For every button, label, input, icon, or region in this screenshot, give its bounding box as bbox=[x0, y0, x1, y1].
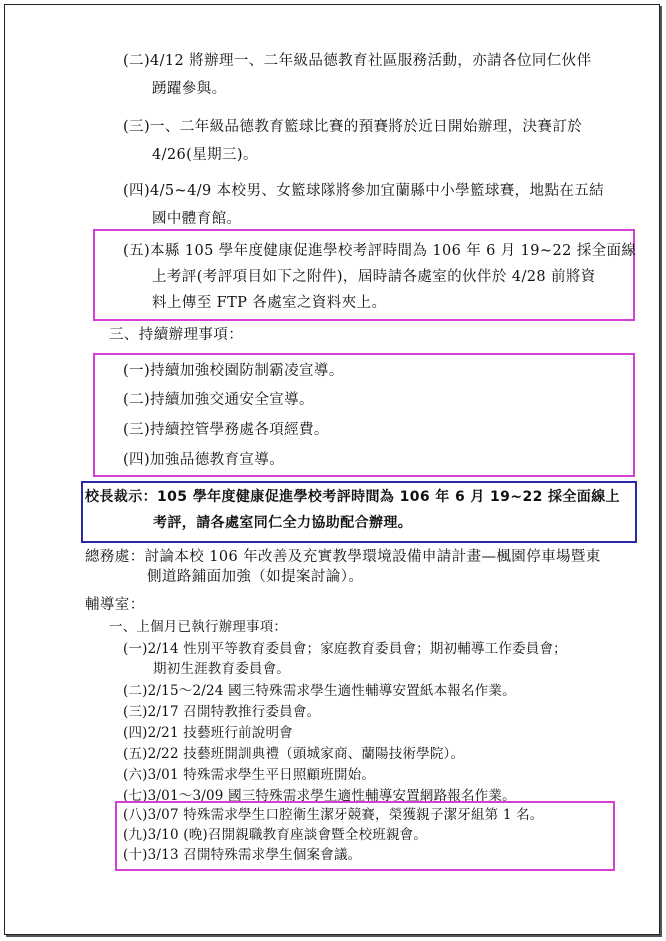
section-three-item bbox=[123, 390, 314, 410]
item-number: (九) bbox=[123, 827, 148, 843]
item-text: 3/10 (晚)召開親職教育座談會暨全校班親會。 bbox=[147, 827, 428, 843]
item-text: 持續加強交通安全宣導。 bbox=[150, 392, 314, 408]
item-number: (五) bbox=[123, 243, 151, 259]
item-number: (三) bbox=[123, 704, 148, 720]
item-number: (四) bbox=[123, 183, 151, 199]
item-text: 2/17 召開特教推行委員會。 bbox=[147, 704, 321, 720]
item-number: (一) bbox=[123, 641, 148, 657]
item-text: 一、二年級品德教育籃球比賽的預賽將於近日開始辦理，決賽訂於 bbox=[150, 119, 583, 135]
item-text: 3/13 召開特殊需求學生個案會議。 bbox=[147, 847, 362, 863]
item-text-continuation: 料上傳至 FTP 各處室之資料夾上。 bbox=[152, 295, 387, 311]
counseling-item bbox=[123, 723, 293, 743]
principal-label: 校長裁示： bbox=[85, 489, 157, 505]
general-affairs-text: 討論本校 106 年改善及充實教學環境設備申請計畫—楓園停車場暨東 bbox=[144, 549, 601, 565]
item-two bbox=[123, 51, 591, 71]
item-number: (四) bbox=[123, 452, 151, 468]
item-number: (三) bbox=[123, 422, 151, 438]
item-number: (二) bbox=[123, 53, 151, 69]
counseling-heading: 一、上個月已執行辦理事項： bbox=[109, 619, 288, 635]
item-number: (四) bbox=[123, 725, 148, 741]
item-text: 3/07 特殊需求學生口腔衛生潔牙競賽，榮獲親子潔牙組第 1 名。 bbox=[147, 807, 544, 823]
general-affairs-label: 總務處： bbox=[85, 549, 145, 565]
item-number: (三) bbox=[123, 119, 151, 135]
section-three-item bbox=[123, 420, 329, 440]
counseling-item bbox=[123, 681, 516, 701]
item-text: 2/15～2/24 國三特殊需求學生適性輔導安置紙本報名作業。 bbox=[147, 683, 516, 699]
counseling-label: 輔導室： bbox=[85, 597, 145, 613]
section-three-item bbox=[123, 361, 344, 381]
principal-text: 105 學年度健康促進學校考評時間為 106 年 6 月 19~22 採全面線上 bbox=[157, 489, 621, 505]
item-text-continuation: 上考評(考評項目如下之附件)，屆時請各處室的伙伴於 4/28 前將資 bbox=[152, 269, 596, 285]
counseling-item bbox=[123, 639, 567, 659]
item-text: 2/22 技藝班開訓典禮（頭城家商、蘭陽技術學院）。 bbox=[147, 746, 465, 762]
item-number: (六) bbox=[123, 767, 148, 783]
item-number: (七) bbox=[123, 788, 148, 804]
principal-directive bbox=[85, 487, 620, 507]
general-affairs bbox=[85, 547, 601, 567]
section-three-item bbox=[123, 450, 284, 470]
counseling-item bbox=[123, 845, 361, 865]
item-number: (二) bbox=[123, 683, 148, 699]
item-number: (十) bbox=[123, 847, 148, 863]
item-text: 3/01～3/09 國三特殊需求學生適性輔導安置網路報名作業。 bbox=[147, 788, 516, 804]
item-text: 加強品德教育宣導。 bbox=[150, 452, 285, 468]
principal-text-continuation: 考評，請各處室同仁全力協助配合辦理。 bbox=[153, 515, 413, 531]
counseling-item bbox=[123, 805, 544, 825]
item-text: 持續加強校園防制霸凌宣導。 bbox=[150, 363, 344, 379]
document-page bbox=[4, 4, 660, 935]
item-number: (一) bbox=[123, 363, 151, 379]
item-text: 本縣 105 學年度健康促進學校考評時間為 106 年 6 月 19~22 採全面線 bbox=[150, 243, 637, 259]
item-three bbox=[123, 117, 582, 137]
item-number: (二) bbox=[123, 392, 151, 408]
counseling-item bbox=[123, 825, 427, 845]
item-text-continuation: 國中體育館。 bbox=[152, 211, 242, 227]
item-text-continuation: 期初生涯教育委員會。 bbox=[153, 661, 290, 677]
counseling-item bbox=[123, 765, 375, 785]
counseling-item bbox=[123, 744, 464, 764]
item-text-continuation: 踴躍參與。 bbox=[152, 81, 227, 97]
item-text: 4/12 將辦理一、二年級品德教育社區服務活動，亦請各位同仁伙伴 bbox=[150, 53, 592, 69]
section-three-heading: 三、持續辦理事項： bbox=[109, 327, 244, 343]
item-text: 3/01 特殊需求學生平日照顧班開始。 bbox=[147, 767, 376, 783]
item-text: 2/14 性別平等教育委員會；家庭教育委員會；期初輔導工作委員會； bbox=[147, 641, 567, 657]
counseling-item bbox=[123, 702, 320, 722]
item-number: (五) bbox=[123, 746, 148, 762]
general-affairs-text-continuation: 側道路鋪面加強（如提案討論）。 bbox=[147, 569, 364, 585]
item-text-continuation: 4/26(星期三)。 bbox=[152, 147, 258, 163]
item-four bbox=[123, 181, 604, 201]
item-text: 2/21 技藝班行前說明會 bbox=[147, 725, 293, 741]
item-text: 持續控管學務處各項經費。 bbox=[150, 422, 329, 438]
item-number: (八) bbox=[123, 807, 148, 823]
item-five bbox=[123, 241, 636, 261]
item-text: 4/5~4/9 本校男、女籃球隊將參加宜蘭縣中小學籃球賽，地點在五結 bbox=[150, 183, 605, 199]
